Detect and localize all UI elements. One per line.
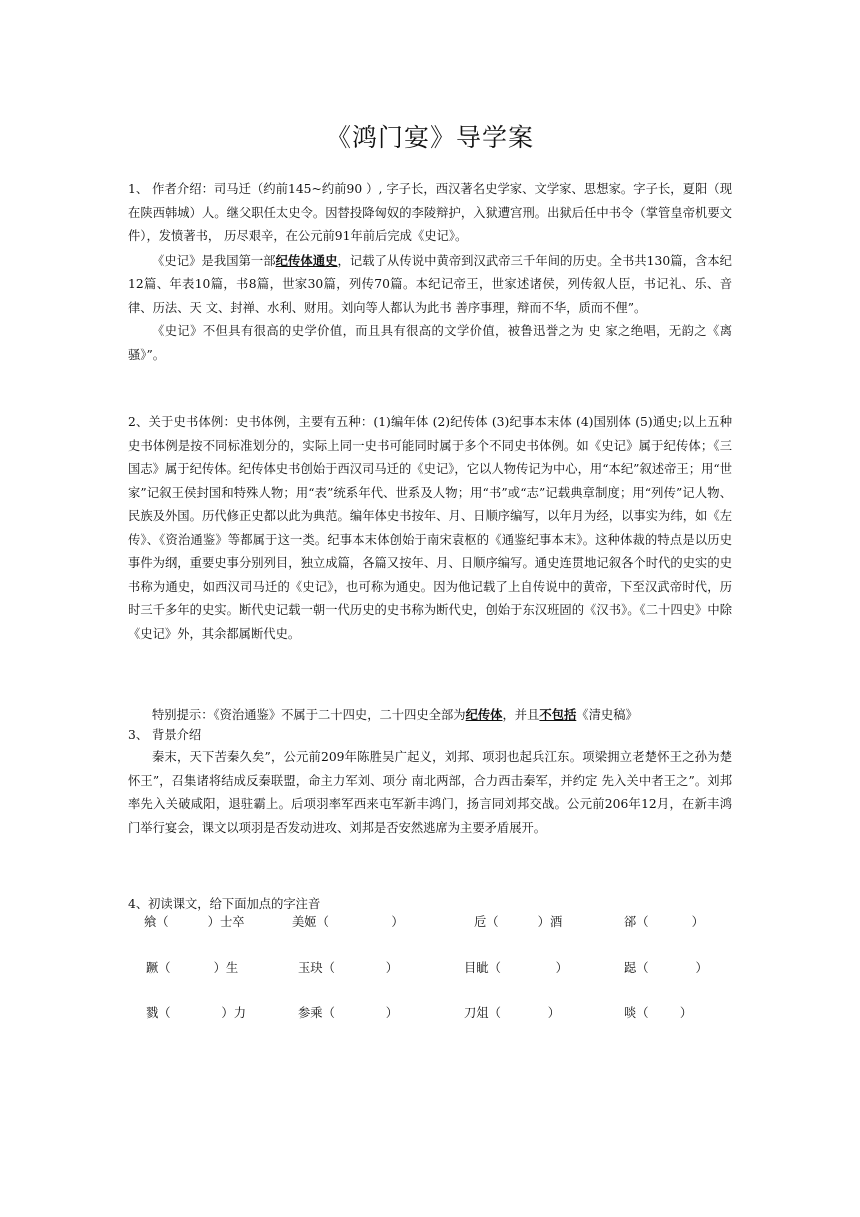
tip-text-b: ，并且: [502, 708, 540, 722]
section-2: [128, 411, 732, 646]
shiji-text-b: ，记载了从传说中黄帝到汉武帝三千年间的历史。全书共130篇，含本纪12篇、年表10篇，书8篇，世家30篇，列传70篇。本纪记帝王，世家述诸侯，列传叙人臣，书记礼、乐、音律、历法、天 文、封禅、水利、财用。刘向等人都认为此书 善序事理，辩而不华，质而不俚”。: [128, 253, 732, 315]
shiji-value: 《史记》不但具有很高的史学价值，而且具有很高的文学价值，被鲁迅誉之为 史 家之绝唱，无韵之《离骚》”。: [128, 324, 732, 362]
background-heading: 3、 背景介绍: [128, 728, 202, 742]
section-1: [128, 178, 732, 367]
pronunciation-item[interactable]: 郤（ ）: [624, 915, 704, 929]
pronunciation-item[interactable]: 啖（ ）: [624, 1006, 693, 1020]
section-3: [128, 746, 732, 840]
shiji-intro: [128, 249, 732, 321]
background-text: 秦末，天下苦秦久矣”，公元前209年陈胜吴广起义，刘邦、项羽也起兵江东。项梁拥立老楚怀王之孙为楚怀王”，召集诸将结成反秦联盟，命主力军刘、项分 南北两部，合力西击秦军，并约定 先入关中者王之”。刘邦率先入关破咸阳，退驻霸上。后项羽率军西来屯军新丰鸿门，扬言同刘邦交战。公元前206年12月，在新丰鸿门举行宴会，课文以项羽是否发动进攻、刘邦是否安然逃席为主要矛盾展开。: [128, 750, 732, 835]
pronunciation-row: [144, 1003, 744, 1023]
tip-text-c: 《清史稿》: [576, 708, 638, 722]
pronunciation-item[interactable]: 刀俎（ ）: [464, 1006, 561, 1020]
pronunciation-item[interactable]: 美姬（ ）: [292, 915, 404, 929]
pronunciation-item[interactable]: 蹶（ ）生: [146, 961, 239, 975]
special-tip: [128, 706, 732, 724]
pronunciation-row: [144, 912, 744, 932]
history-styles: 2、关于史书体例：史书体例，主要有五种：(1)编年体 (2)纪传体 (3)纪事本末体 (4)国别体 (5)通史;以上五种史书体例是按不同标准划分的，实际上同一史书可能同时属于多个不同史书体例。如《史记》属于纪传体；《三国志》属于纪传体。纪传体史书创始于西汉司马迁的《史记》，它以人物传记为中心，用“本纪”叙述帝王；用“世家”记叙王侯封国和特殊人物；用“表”统系年代、世系及人物；用“书”或“志”记载典章制度；用“列传”记人物、民族及外国。历代修正史都以此为典范。编年体史书按年、月、日顺序编写，以年月为经，以事实为纬，如《左传》、《资治通鉴》等都属于这一类。纪事本末体创始于南宋袁枢的《通鉴纪事本末》。这种体裁的特点是以历史事件为纲，重要史事分别列目，独立成篇，各篇又按年、月、日顺序编写。通史连贯地记叙各个时代的史实的史书称为通史，如西汉司马迁的《史记》，也可称为通史。因为他记载了上自传说中的黄帝，下至汉武帝时代，历时三千多年的史实。断代史记载一朝一代历史的史书称为断代史，创始于东汉班固的《汉书》。《二十四史》中除《史记》外，其余都属断代史。: [128, 415, 732, 641]
pronunciation-item[interactable]: 卮（ ）酒: [474, 915, 563, 929]
pronunciation-item[interactable]: 目眦（ ）: [464, 961, 568, 975]
pronunciation-item[interactable]: 玉玦（ ）: [298, 961, 399, 975]
tip-text-a: 特别提示：《资治通鉴》不属于二十四史，二十四史全部为: [152, 708, 466, 722]
pronunciation-item[interactable]: 跽（ ）: [624, 961, 708, 975]
pronunciation-heading: 4、初读课文，给下面加点的字注音: [128, 897, 321, 911]
pronunciation-item[interactable]: 参乘（ ）: [298, 1006, 399, 1020]
tip-underlined-1: 纪传体: [465, 707, 503, 722]
pronunciation-row: [144, 958, 744, 978]
author-intro: 1、 作者介绍：司马迁（约前145~约前90 ）, 字子长，西汉著名史学家、文学家、思想家。字子长，夏阳（现在陕西韩城）人。继父职任太史令。因替投降匈奴的李陵辩护，入狱遭宫刑。出狱后任中书令（掌管皇帝机要文件），发愤著书， 历尽艰辛，在公元前91年前后完成《史记》。: [128, 182, 732, 243]
tip-underlined-2: 不包括: [539, 707, 577, 722]
pronunciation-item[interactable]: 戮（ ）力: [146, 1006, 247, 1020]
shiji-underlined-term: 纪传体通史: [275, 252, 338, 268]
shiji-text-a: 《史记》是我国第一部: [152, 253, 276, 268]
pronunciation-item[interactable]: 飨（ ）士卒: [144, 915, 245, 929]
page-title: 《鸿门宴》导学案: [325, 123, 534, 152]
